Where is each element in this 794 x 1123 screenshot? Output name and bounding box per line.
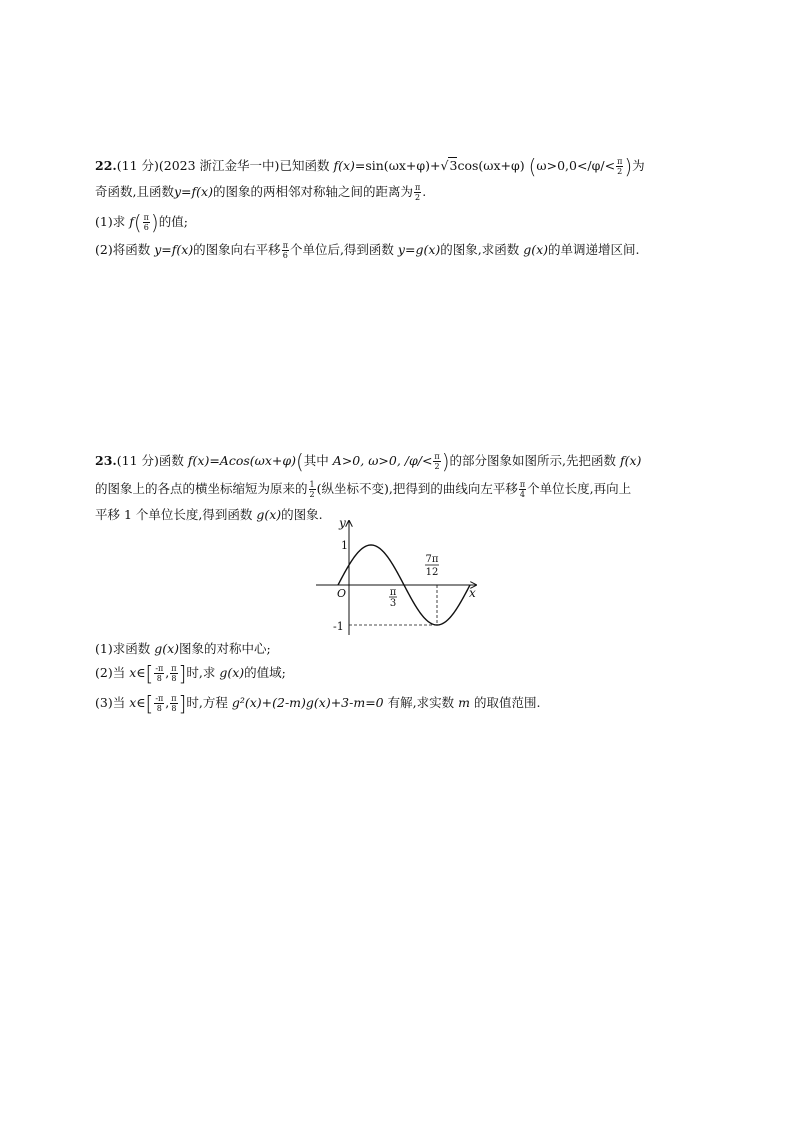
q23-part1-g: g(x) xyxy=(154,641,180,656)
q23-cond-text-a: 其中 xyxy=(303,453,329,468)
q23-number: 23. xyxy=(95,453,117,468)
y-min-tick-label: -1 xyxy=(333,620,344,633)
q23-part3-text-b: 时,方程 xyxy=(186,695,228,710)
q23-cond-text-b: A>0, ω>0, /φ/< xyxy=(332,453,433,468)
q22-cond-frac: $\frac{\pi}{2}$ xyxy=(617,157,623,176)
q23-stem-text-a: 函数 xyxy=(158,453,184,468)
q22-stem-line1: 22.(11 分)(2023 浙江金华一中)已知函数 f(x)=sin(ωx+φ)+√3cos(ωx+φ) (ω>0,0</φ/< $\frac{\pi}{2}$ )为 xyxy=(95,154,645,179)
svg-text:7π: 7π xyxy=(425,554,439,565)
q22-condition: ω>0,0</φ/< xyxy=(536,158,616,173)
q22-stem-tail: 为 xyxy=(632,158,645,173)
q23-part3-text-d: 的取值范围. xyxy=(473,695,541,710)
q22-part1-text-b: 的值; xyxy=(158,214,188,229)
x-min-tick-label xyxy=(425,554,439,578)
q23-part3-frac1: $\frac{-\pi}{8}$ xyxy=(155,694,164,713)
q22-func-rhs-1: =sin(ωx+φ)+ xyxy=(354,158,441,173)
q22-line2-text-b: 的图象的两相邻对称轴之间的距离为 xyxy=(212,184,413,199)
q22-part2 xyxy=(95,241,640,260)
y-axis-label: y xyxy=(339,516,346,530)
q23-part3-m: m xyxy=(458,695,470,710)
q23-line2-text-b: (纵坐标不变),把得到的曲线向左平移 xyxy=(316,481,518,496)
q22-part2-text-a: (2)将函数 xyxy=(95,242,151,257)
q22-part1-frac: $\frac{\pi}{6}$ xyxy=(143,213,149,232)
q22-part2-g: y=g(x) xyxy=(397,242,441,257)
q23-score: (11 分) xyxy=(116,453,159,468)
q22-number: 22. xyxy=(95,158,117,173)
svg-text:3: 3 xyxy=(389,598,397,609)
q22-part1: (1)求 f( $\frac{\pi}{6}$ )的值; xyxy=(95,210,188,235)
q23-part2-frac2: $\frac{\pi}{8}$ xyxy=(171,664,177,683)
origin-label: O xyxy=(337,587,347,600)
q23-part2: (2)当 x∈[ $\frac{-\pi}{8}$ , $\frac{\pi}{8}$ ]时,求 g(x)的值域; xyxy=(95,661,286,686)
y-max-tick-label: 1 xyxy=(341,539,348,552)
q22-part2-frac: $\frac{\pi}{6}$ xyxy=(282,241,288,260)
q23-line3-text-a: 平移 1 个单位长度,得到函数 xyxy=(95,507,253,522)
q22-stem-line2 xyxy=(95,183,426,202)
q23-part3-equation: g²(x)+(2-m)g(x)+3-m=0 xyxy=(231,695,384,710)
q22-line2-end: . xyxy=(422,184,427,199)
q22-score: (11 分) xyxy=(116,158,159,173)
q22-source: (2023 浙江金华一中) xyxy=(158,158,280,173)
q23-cond-frac: $\frac{\pi}{2}$ xyxy=(434,452,440,471)
q23-part1 xyxy=(95,640,271,658)
q22-part2-gx: g(x) xyxy=(523,242,549,257)
q22-part2-text-d: 的图象,求函数 xyxy=(440,242,520,257)
q23-line3-text-b: 的图象. xyxy=(281,507,323,522)
q23-part2-text-c: 的值域; xyxy=(244,665,286,680)
function-graph xyxy=(312,515,482,637)
q22-stem-text: 已知函数 xyxy=(279,158,330,173)
q23-line2-text-c: 个单位长度,再向上 xyxy=(527,481,632,496)
q23-part1-text-b: 图象的对称中心; xyxy=(179,641,271,656)
q23-line2-text-a: 的图象上的各点的横坐标缩短为原来的 xyxy=(95,481,308,496)
q23-half-frac: $\frac{1}{2}$ xyxy=(309,480,315,499)
q22-dist-frac: $\frac{\pi}{2}$ xyxy=(414,183,421,202)
q22-part2-text-b: 的图象向右平移 xyxy=(193,242,281,257)
q22-part1-f: f xyxy=(129,214,134,229)
q23-shift-frac: $\frac{\pi}{4}$ xyxy=(519,480,526,499)
q23-func: f(x)=Acos(ωx+φ) xyxy=(187,453,296,468)
q23-stem-line2 xyxy=(95,480,631,499)
q23-part2-text-b: 时,求 xyxy=(186,665,216,680)
q22-part2-text-e: 的单调递增区间. xyxy=(548,242,640,257)
q23-stem-line1: 23.(11 分)函数 f(x)=Acos(ωx+φ)(其中 A>0, ω>0, /φ/< $\frac{\pi}{2}$ )的部分图象如图所示,先把函数 f(x) xyxy=(95,449,642,474)
x-axis-label: x xyxy=(469,586,476,600)
q23-stem-fx: f(x) xyxy=(619,453,642,468)
q22-part2-f: y=f(x) xyxy=(154,242,194,257)
q23-part3-frac2: $\frac{\pi}{8}$ xyxy=(171,694,177,713)
svg-text:12: 12 xyxy=(425,567,439,578)
q23-line3-g: g(x) xyxy=(256,507,282,522)
q23-part2-x: x∈ xyxy=(129,665,146,680)
q22-line2-fx: y=f(x) xyxy=(173,184,213,199)
q22-func-rhs-2: cos(ωx+φ) xyxy=(457,158,525,173)
q23-part2-text-a: (2)当 xyxy=(95,665,126,680)
q23-stem-line3 xyxy=(95,506,323,524)
q22-part2-text-c: 个单位后,得到函数 xyxy=(289,242,394,257)
q22-part1-text-a: (1)求 xyxy=(95,214,126,229)
q23-part3-text-c: 有解,求实数 xyxy=(387,695,455,710)
q23-part2-frac1: $\frac{-\pi}{8}$ xyxy=(155,664,164,683)
q23-part1-text-a: (1)求函数 xyxy=(95,641,151,656)
q23-stem-text-b: 的部分图象如图所示,先把函数 xyxy=(449,453,616,468)
q23-part3: (3)当 x∈[ $\frac{-\pi}{8}$ , $\frac{\pi}{8}$ ]时,方程 g²(x)+(2-m)g(x)+3-m=0 有解,求实数 m 的取值范围. xyxy=(95,691,541,716)
svg-text:π: π xyxy=(389,587,397,598)
q22-line2-text-a: 奇函数,且函数 xyxy=(95,184,174,199)
q23-part3-x: x∈ xyxy=(129,695,146,710)
q22-sqrt: √3 xyxy=(440,158,458,173)
x-zero-tick-label xyxy=(389,587,397,609)
q23-part2-g: g(x) xyxy=(219,665,245,680)
q22-func-lhs: f(x) xyxy=(333,158,355,173)
q23-part3-text-a: (3)当 xyxy=(95,695,126,710)
